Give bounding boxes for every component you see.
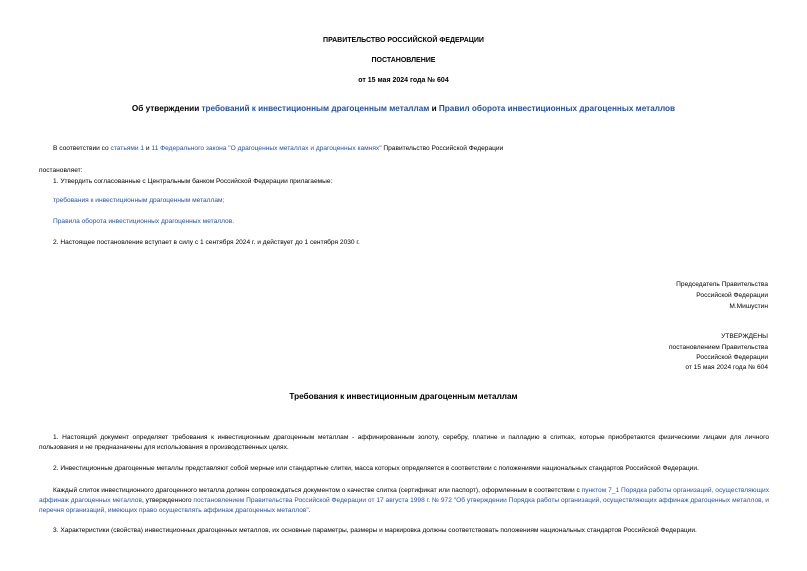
paragraph-text: Каждый слиток инвестиционного драгоценного металла должен сопровождаться документом о качестве слитка (сертификат или паспорт), оформленным в соответствии с [53,487,582,494]
title-prefix: Об утверждении [131,104,202,113]
approved-date: от 15 мая 2024 года № 604 [685,364,768,371]
link-rules[interactable]: Правила оборота инвестиционных драгоценных металлов. [53,218,235,225]
requirement-paragraph-4 [39,526,769,536]
government-heading: ПРАВИТЕЛЬСТВО РОССИЙСКОЙ ФЕДЕРАЦИИ [323,37,484,44]
link-article-1[interactable]: статьями 1 [110,145,145,152]
requirement-paragraph-1 [39,433,769,453]
paragraph-text: 1. Настоящий документ определяет требования к инвестиционным драгоценным металлам - аффинированным золоту, серебру, платине и палладию в слитках, которые приобретаются физическими лицами для личного пользования и не предназначены для использования в производственных целях. [39,434,769,451]
item-1: 1. Утвердить согласованные с Центральным банком Российской Федерации прилагаемые: [53,178,333,185]
paragraph-text: , утвержденного [141,497,194,504]
title-link-rules[interactable]: Правил оборота инвестиционных драгоценных металлов [438,104,676,113]
signature-name: М.Мишустин [729,303,768,310]
preamble-text: Правительство Российской Федерации [381,145,504,152]
link-refining-order-item[interactable]: пунктом 7_1 Порядка работы организаций, осуществляющих аффинаж драгоценных металлов [39,487,770,504]
preamble [53,145,503,152]
requirement-paragraph-2 [39,464,769,474]
approved-country: Российской Федерации [696,354,768,361]
link-requirements[interactable]: требования к инвестиционным драгоценным металлам; [53,197,225,204]
signature-country: Российской Федерации [696,292,768,299]
link-resolution-972[interactable]: постановлением Правительства Российской Федерации от 17 августа 1998 г. № 972 "Об утверждении Порядка работы организаций, осуществляющих аффинаж драгоценных металлов, и перечня организаций, имеющих право осуществлять аффинаж драгоценных металлов" [39,497,769,514]
document-date-number: от 15 мая 2024 года № 604 [358,77,449,84]
signature-title: Председатель Правительства [676,281,768,288]
title-link-requirements[interactable]: требований к инвестиционным драгоценным металлам [201,104,430,113]
document-title [0,104,807,113]
document-type: ПОСТАНОВЛЕНИЕ [371,57,436,64]
link-article-11[interactable]: 11 [151,145,159,152]
resolves-text: постановляет: [39,167,83,174]
preamble-text: В соответствии со [53,145,111,152]
paragraph-text: . [308,507,311,514]
preamble-text: и [144,145,152,152]
title-mid: и [429,104,439,113]
section-title: Требования к инвестиционным драгоценным металлам [289,392,518,401]
requirement-paragraph-3 [39,486,769,516]
item-2: 2. Настоящее постановление вступает в силу с 1 сентября 2024 г. и действует до 1 сентября 2030 г. [53,239,360,246]
paragraph-text: 2. Инвестиционные драгоценные металлы представляют собой мерные или стандартные слитки, масса которых определяется в соответствии с положениями национальных стандартов Российской Федерации. [53,465,699,472]
paragraph-text: 3. Характеристики (свойства) инвестиционных драгоценных металлов, их основные параметры, размеры и маркировка должны соответствовать положениям национальных стандартов Российской Федерации. [53,527,697,534]
approved-label: УТВЕРЖДЕНЫ [721,333,768,340]
link-federal-law[interactable]: Федерального закона "О драгоценных металлах и драгоценных камнях" [160,145,382,152]
approved-by: постановлением Правительства [668,344,768,351]
